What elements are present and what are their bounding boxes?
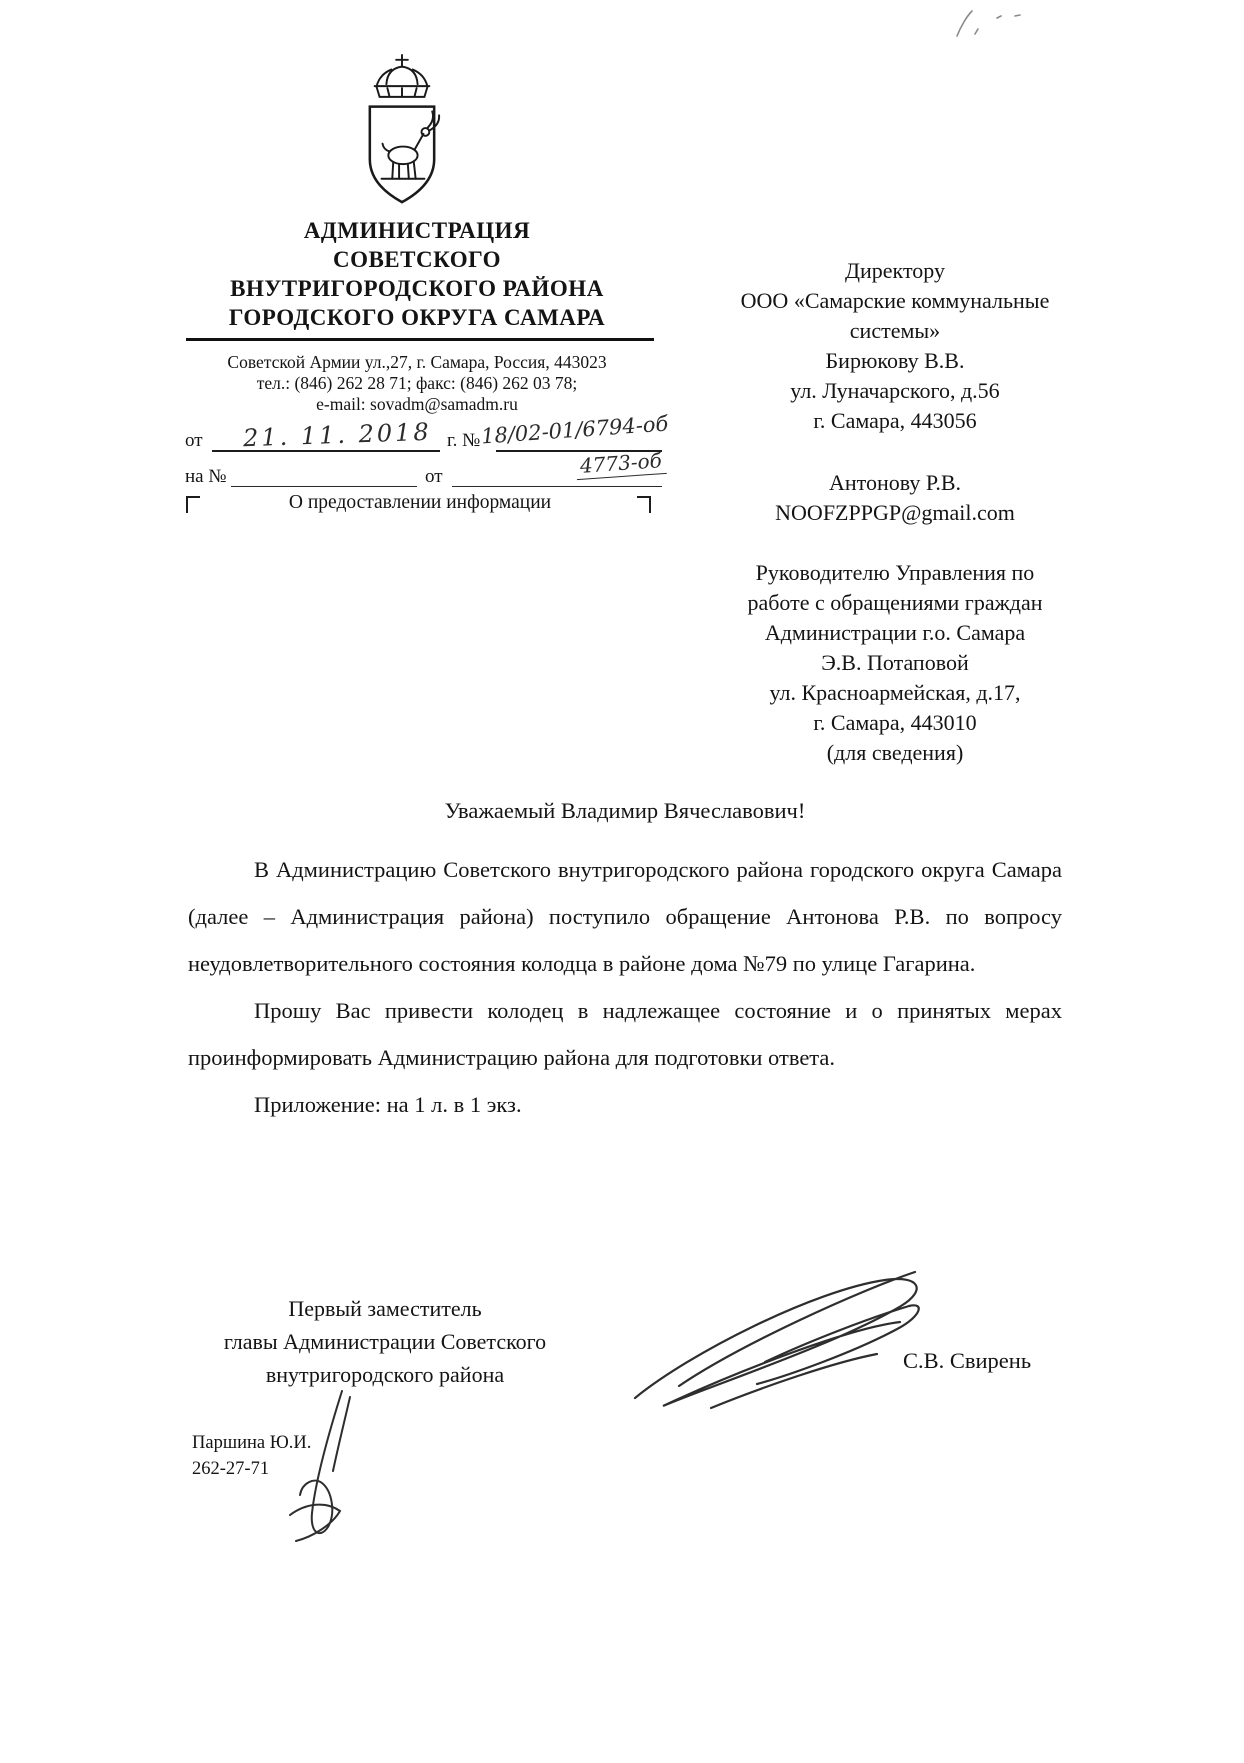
- org-address-block: [178, 352, 656, 415]
- org-underline: [186, 338, 654, 341]
- handwritten-number-2: 4773-об: [575, 448, 667, 480]
- attachment-line: Приложение: на 1 л. в 1 экз.: [254, 1092, 522, 1117]
- recipient-line: г. Самара, 443056: [813, 408, 977, 433]
- letter-body: [188, 798, 1062, 1128]
- recipient-line: Антонову Р.В.: [828, 470, 962, 495]
- executor-name: Паршина Ю.И.: [192, 1433, 312, 1453]
- subject-bracket-right: [637, 496, 651, 513]
- signer-position-line: внутригородского района: [265, 1362, 505, 1387]
- signer-position-line: главы Администрации Советского: [223, 1329, 547, 1354]
- recipient-line: Администрации г.о. Самара: [764, 620, 1026, 645]
- handwritten-number: 18/02-01/6794-об: [480, 411, 670, 449]
- subject-bracket-left: [186, 496, 200, 513]
- executor-phone: 262-27-71: [192, 1459, 270, 1479]
- handwritten-corner-mark: [945, 8, 1035, 42]
- org-name-line: СОВЕТСКОГО: [332, 247, 502, 272]
- ot-label: от: [425, 466, 443, 487]
- org-name-line: ГОРОДСКОГО ОКРУГА САМАРА: [228, 305, 606, 330]
- salutation: Уважаемый Владимир Вячеславович!: [444, 798, 806, 823]
- subject-line: О предоставлении информации: [288, 492, 552, 513]
- handwritten-date: 21. 11. 2018: [242, 417, 433, 453]
- org-name-line: ВНУТРИГОРОДСКОГО РАЙОНА: [230, 276, 604, 301]
- recipient-line: ул. Красноармейская, д.17,: [769, 680, 1021, 705]
- recipient-line: Директору: [845, 258, 945, 283]
- ot-blank-line: [452, 486, 662, 487]
- org-name-block: [178, 216, 656, 332]
- recipient-line: Бирюкову В.В.: [825, 348, 965, 373]
- body-paragraph-2: Прошу Вас привести колодец в надлежащее состояние и о принятых мерах проинформировать Администрацию района для подготовки ответа.: [188, 998, 1062, 1070]
- recipient-block-upravlenie: [695, 558, 1095, 768]
- emblem-coat-of-arms: [348, 52, 456, 208]
- signature-stroke-executor: [272, 1385, 382, 1550]
- recipient-email: NOOFZPPGP@gmail.com: [775, 500, 1015, 525]
- recipient-line: Э.В. Потаповой: [821, 650, 969, 675]
- body-paragraph-1: В Администрацию Советского внутригородского района городского округа Самара (далее – Администрация района) поступило обращение Антонова Р.В. по вопросу неудовлетворительного состояния колодца в районе дома №79 по улице Гагарина.: [188, 857, 1062, 976]
- signer-name: С.В. Свирень: [903, 1348, 1032, 1373]
- recipient-block-director: [695, 256, 1095, 436]
- from-date-label: от: [185, 430, 203, 451]
- org-address-line: тел.: (846) 262 28 71; факс: (846) 262 03 78;: [256, 373, 578, 393]
- recipient-line: работе с обращениями граждан: [747, 590, 1043, 615]
- recipient-line: г. Самара, 443010: [813, 710, 977, 735]
- recipient-line: ООО «Самарские коммунальные: [740, 288, 1050, 313]
- na-number-label: на №: [185, 466, 227, 487]
- recipient-block-antonov: [695, 468, 1095, 528]
- recipient-line: Руководителю Управления по: [755, 560, 1035, 585]
- signature-stroke-main: [615, 1258, 945, 1428]
- recipient-line: системы»: [849, 318, 941, 343]
- number-label: г. №: [447, 430, 481, 451]
- signer-position-line: Первый заместитель: [288, 1296, 482, 1321]
- org-address-line: Советской Армии ул.,27, г. Самара, Россия, 443023: [227, 352, 607, 372]
- na-blank-line: [231, 486, 417, 487]
- signer-position-block: [185, 1292, 585, 1391]
- recipient-line: ул. Луначарского, д.56: [790, 378, 1000, 403]
- recipient-line: (для сведения): [826, 740, 964, 765]
- org-address-line: e-mail: sovadm@samadm.ru: [316, 394, 518, 414]
- org-name-line: АДМИНИСТРАЦИЯ: [303, 218, 531, 243]
